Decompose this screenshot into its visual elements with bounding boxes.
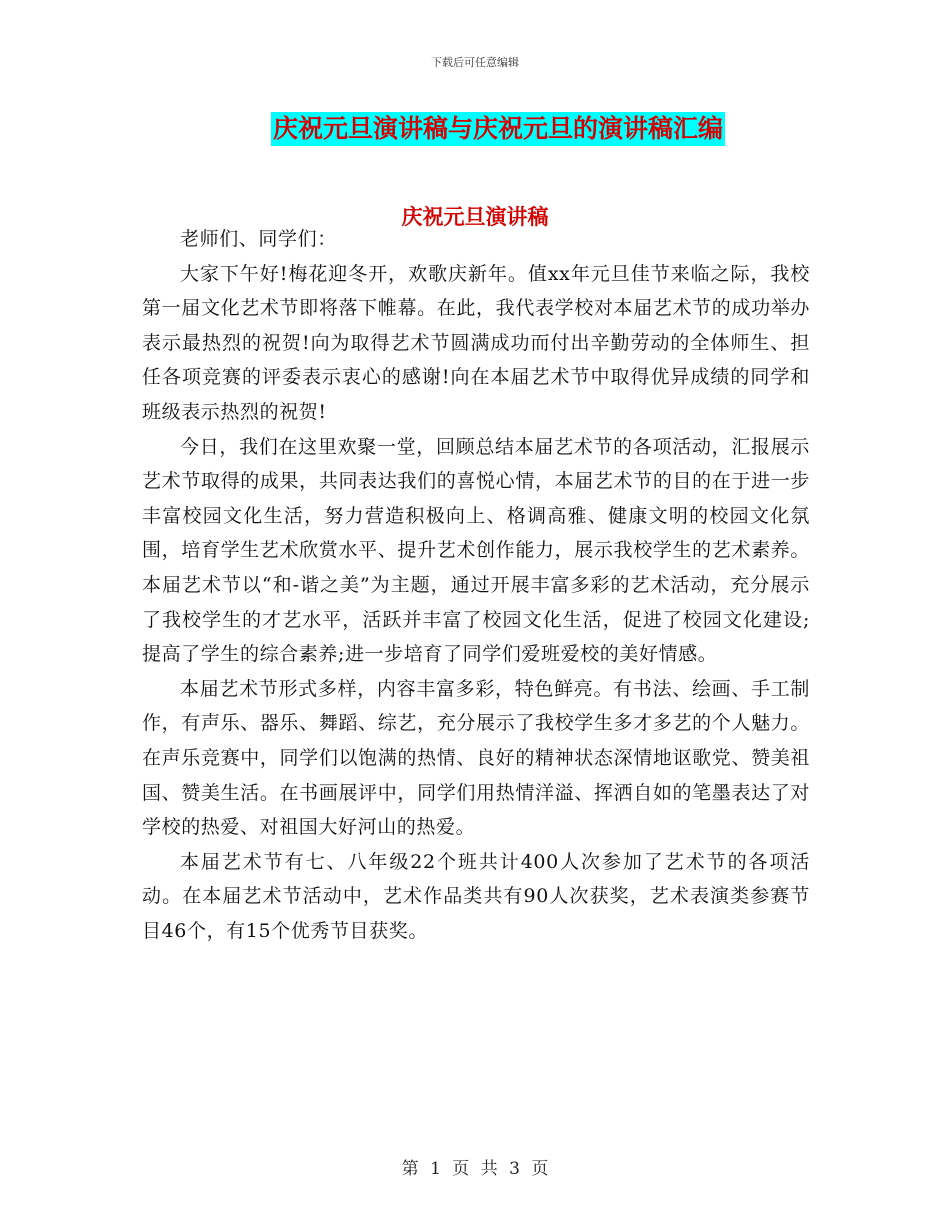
body-paragraph: 今日，我们在这里欢聚一堂，回顾总结本届艺术节的各项活动，汇报展示艺术节取得的成果，共同表达我们的喜悦心情，本届艺术节的目的在于进一步丰富校园文化生活，努力营造积极向上、格调高雅、健康文明的校园文化氛围，培育学生艺术欣赏水平、提升艺术创作能力，展示我校学生的艺术素养。本届艺术节以“和-谐之美”为主题，通过开展丰富多彩的艺术活动，充分展示了我校学生的才艺水平，活跃并丰富了校园文化生活，促进了校园文化建设;提高了学生的综合素养;进一步培育了同学们爱班爱校的美好情感。 [142, 435, 810, 666]
body-paragraph: 本届艺术节有七、八年级22个班共计400人次参加了艺术节的各项活动。在本届艺术节活动中，艺术作品类共有90人次获奖，艺术表演类参赛节目46个，有15个优秀节目获奖。 [142, 850, 810, 942]
body-paragraph: 大家下午好!梅花迎冬开，欢歌庆新年。值xx年元旦佳节来临之际，我校第一届文化艺术节即将落下帷幕。在此，我代表学校对本届艺术节的成功举办表示最热烈的祝贺!向为取得艺术节圆满成功而付出辛勤劳动的全体师生、担任各项竞赛的评委表示衷心的感谢!向在本届艺术节中取得优异成绩的同学和班级表示热烈的祝贺! [142, 262, 810, 423]
salutation-paragraph: 老师们、同学们： [180, 228, 337, 250]
main-title-container [0, 112, 950, 146]
document-body [142, 222, 810, 948]
body-paragraph: 本届艺术节形式多样，内容丰富多彩，特色鲜亮。有书法、绘画、手工制作，有声乐、器乐、舞蹈、综艺，充分展示了我校学生多才多艺的个人魅力。在声乐竞赛中，同学们以饱满的热情、良好的精神状态深情地讴歌党、赞美祖国、赞美生活。在书画展评中，同学们用热情洋溢、挥洒自如的笔墨表达了对学校的热爱、对祖国大好河山的热爱。 [142, 677, 810, 839]
header-note: 下载后可任意编辑 [431, 56, 519, 69]
sub-title: 庆祝元旦演讲稿 [401, 204, 549, 229]
page-footer: 第 1 页 共 3 页 [401, 1159, 549, 1179]
main-title: 庆祝元旦演讲稿与庆祝元旦的演讲稿汇编 [271, 112, 725, 146]
